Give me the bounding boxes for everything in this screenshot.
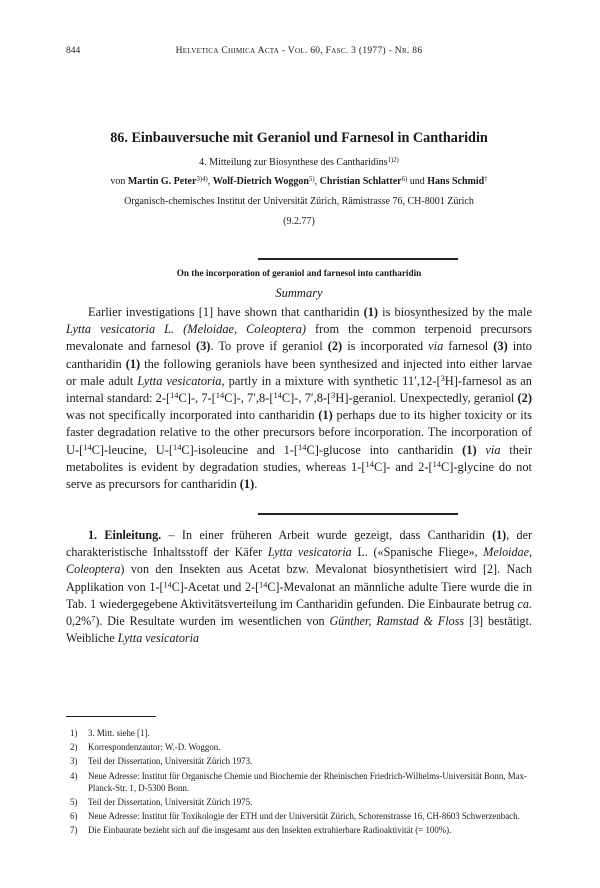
divider-rule [258,258,458,260]
author-line: von Martin G. Peter$^{3)4)}$, Wolf-Dietrich Woggon$^{5)}$, Christian Schlatter$^{6)}$ und Hans Schmid† [110,175,488,187]
journal-title: Helvetica Chimica Acta - Vol. 60, Fasc. 3 (1977) - Nr. 86 [175,46,423,56]
authors-conjunction: und [409,176,425,187]
footnotes [66,716,532,839]
series-note-refs: 1)2) [387,156,399,164]
footnote [66,741,532,753]
page-number: 844 [66,46,81,56]
introduction-paragraph: 1. Einleitung. – In einer früheren Arbeit wurde gezeigt, dass Cantharidin (1), der charakteristische Inhaltsstoff der Käfer Lytta vesicatoria L. («Spanische Fliege», Meloidae, Coleoptera) von den Insekten aus Acetat bzw. Mevalonat biosynthetisiert wird [2]. Nach Applikation von 1-[$^{14}$C]-Acetat und 2-[$^{14}$C]-Mevalonat an männliche adulte Tiere wurde die in Tab. 1 wiedergegebene Aktivitätsverteilung im Cantharidin gefunden. Die Einbaurate betrug ca. 0,2%$^7$). Die Resultate wurden im wesentlichen von Günther, Ramstad & Floss [3] bestätigt. Weibliche Lytta vesicatoria [66,528,532,646]
footnote [66,796,532,808]
author-name: Martin G. Peter [127,176,197,187]
footnote-text: 3. Mitt. siehe [1]. [88,728,150,738]
footnote-mark: 3) [70,756,78,767]
footnote-mark: 5) [70,797,78,808]
received-date: (9.2.77) [283,216,315,227]
institute-address: Organisch-chemisches Institut der Universität Zürich, Rämistrasse 76, CH-8001 Zürich [124,196,474,207]
running-head [66,46,532,60]
footnote [66,810,532,822]
footnote-rule [66,716,156,717]
footnote [66,755,532,767]
author-name: Wolf-Dietrich Woggon [212,176,309,187]
footnote-mark: 7) [70,825,78,836]
summary-heading: Summary [275,286,323,300]
divider-rule [258,513,458,515]
author-refs: 3)4) [196,175,208,183]
footnote-mark: 1) [70,728,78,738]
summary-paragraph: Earlier investigations [1] have shown that cantharidin (1) is biosynthesized by the male Lytta vesicatoria L. (Meloidae, Coleoptera) from the common terpenoid precursors mevalonate and farnesol (3). To prove if geraniol (2) is incorporated via farnesol (3) into cantharidin (1) the following geraniols have been synthesized and injected into either larvae or male adult Lytta vesicatoria, partly in a mixture with synthetic 11′,12-[$^3$H]-farnesol as an internal standard: 2-[$^{14}$C]-, 7-[$^{14}$C]-, 7′,8-[$^{14}$C]-, 7′,8-[$^3$H]-geraniol. Unexpectedly, geraniol (2) was not specifically incorporated into cantharidin (1) perhaps due to its higher toxicity or its faster degradation relative to the other precursors before incorporation. The incorporation of U-[$^{14}$C]-leucine, U-[$^{14}$C]-isoleucine and 1-[$^{14}$C]-glucose into cantharidin (1) via their metabolites is evident by degradation studies, whereas 1-[$^{14}$C]- and 2-[$^{14}$C]-glycine do not serve as precursors for cantharidin (1). [66,305,533,492]
series-note [66,157,532,168]
footnote-text: Korrespondenzautor: W.-D. Woggon. [88,742,221,753]
footnote-mark: 2) [70,742,78,753]
authors-prefix: von [110,176,126,187]
footnote [66,770,532,794]
author-refs: 6) [401,175,408,183]
footnote [66,824,532,836]
author-name: Hans Schmid [427,176,485,187]
section-heading: 1. Einleitung. [88,528,162,542]
author-name: Christian Schlatter [319,176,402,187]
footnote [66,727,532,739]
author-refs: 5) [308,175,315,183]
footnote-text: Teil der Dissertation, Universität Zürich 1973. [88,756,253,767]
footnote-text: Neue Adresse: Institut für Toxikologie der ETH und der Universität Zürich, Schorenstrasse 16, CH-8603 Schwerzenbach. [88,811,520,822]
footnote-mark: 4) [70,770,78,781]
footnote-text: Neue Adresse: Institut für Organische Chemie und Biochemie der Rheinischen Friedrich-Wilhelms-Universität Bonn, Max-Planck-Str. 1, D-5300 Bonn. [88,770,527,793]
footnote-text: Teil der Dissertation, Universität Zürich 1975. [88,797,253,808]
summary-english-title: On the incorporation of geraniol and farnesol into cantharidin [176,268,422,278]
footnote-mark: 6) [70,811,78,822]
author-refs: † [484,175,488,183]
series-note-text: 4. Mitteilung zur Biosynthese des Cantharidins [199,157,388,168]
footnote-text: Die Einbaurate bezieht sich auf die insgesamt aus den Insekten extrahierbare Radioaktivität (= 100%). [88,825,452,836]
article-title: 86. Einbauversuche mit Geraniol und Farnesol in Cantharidin [110,130,488,146]
